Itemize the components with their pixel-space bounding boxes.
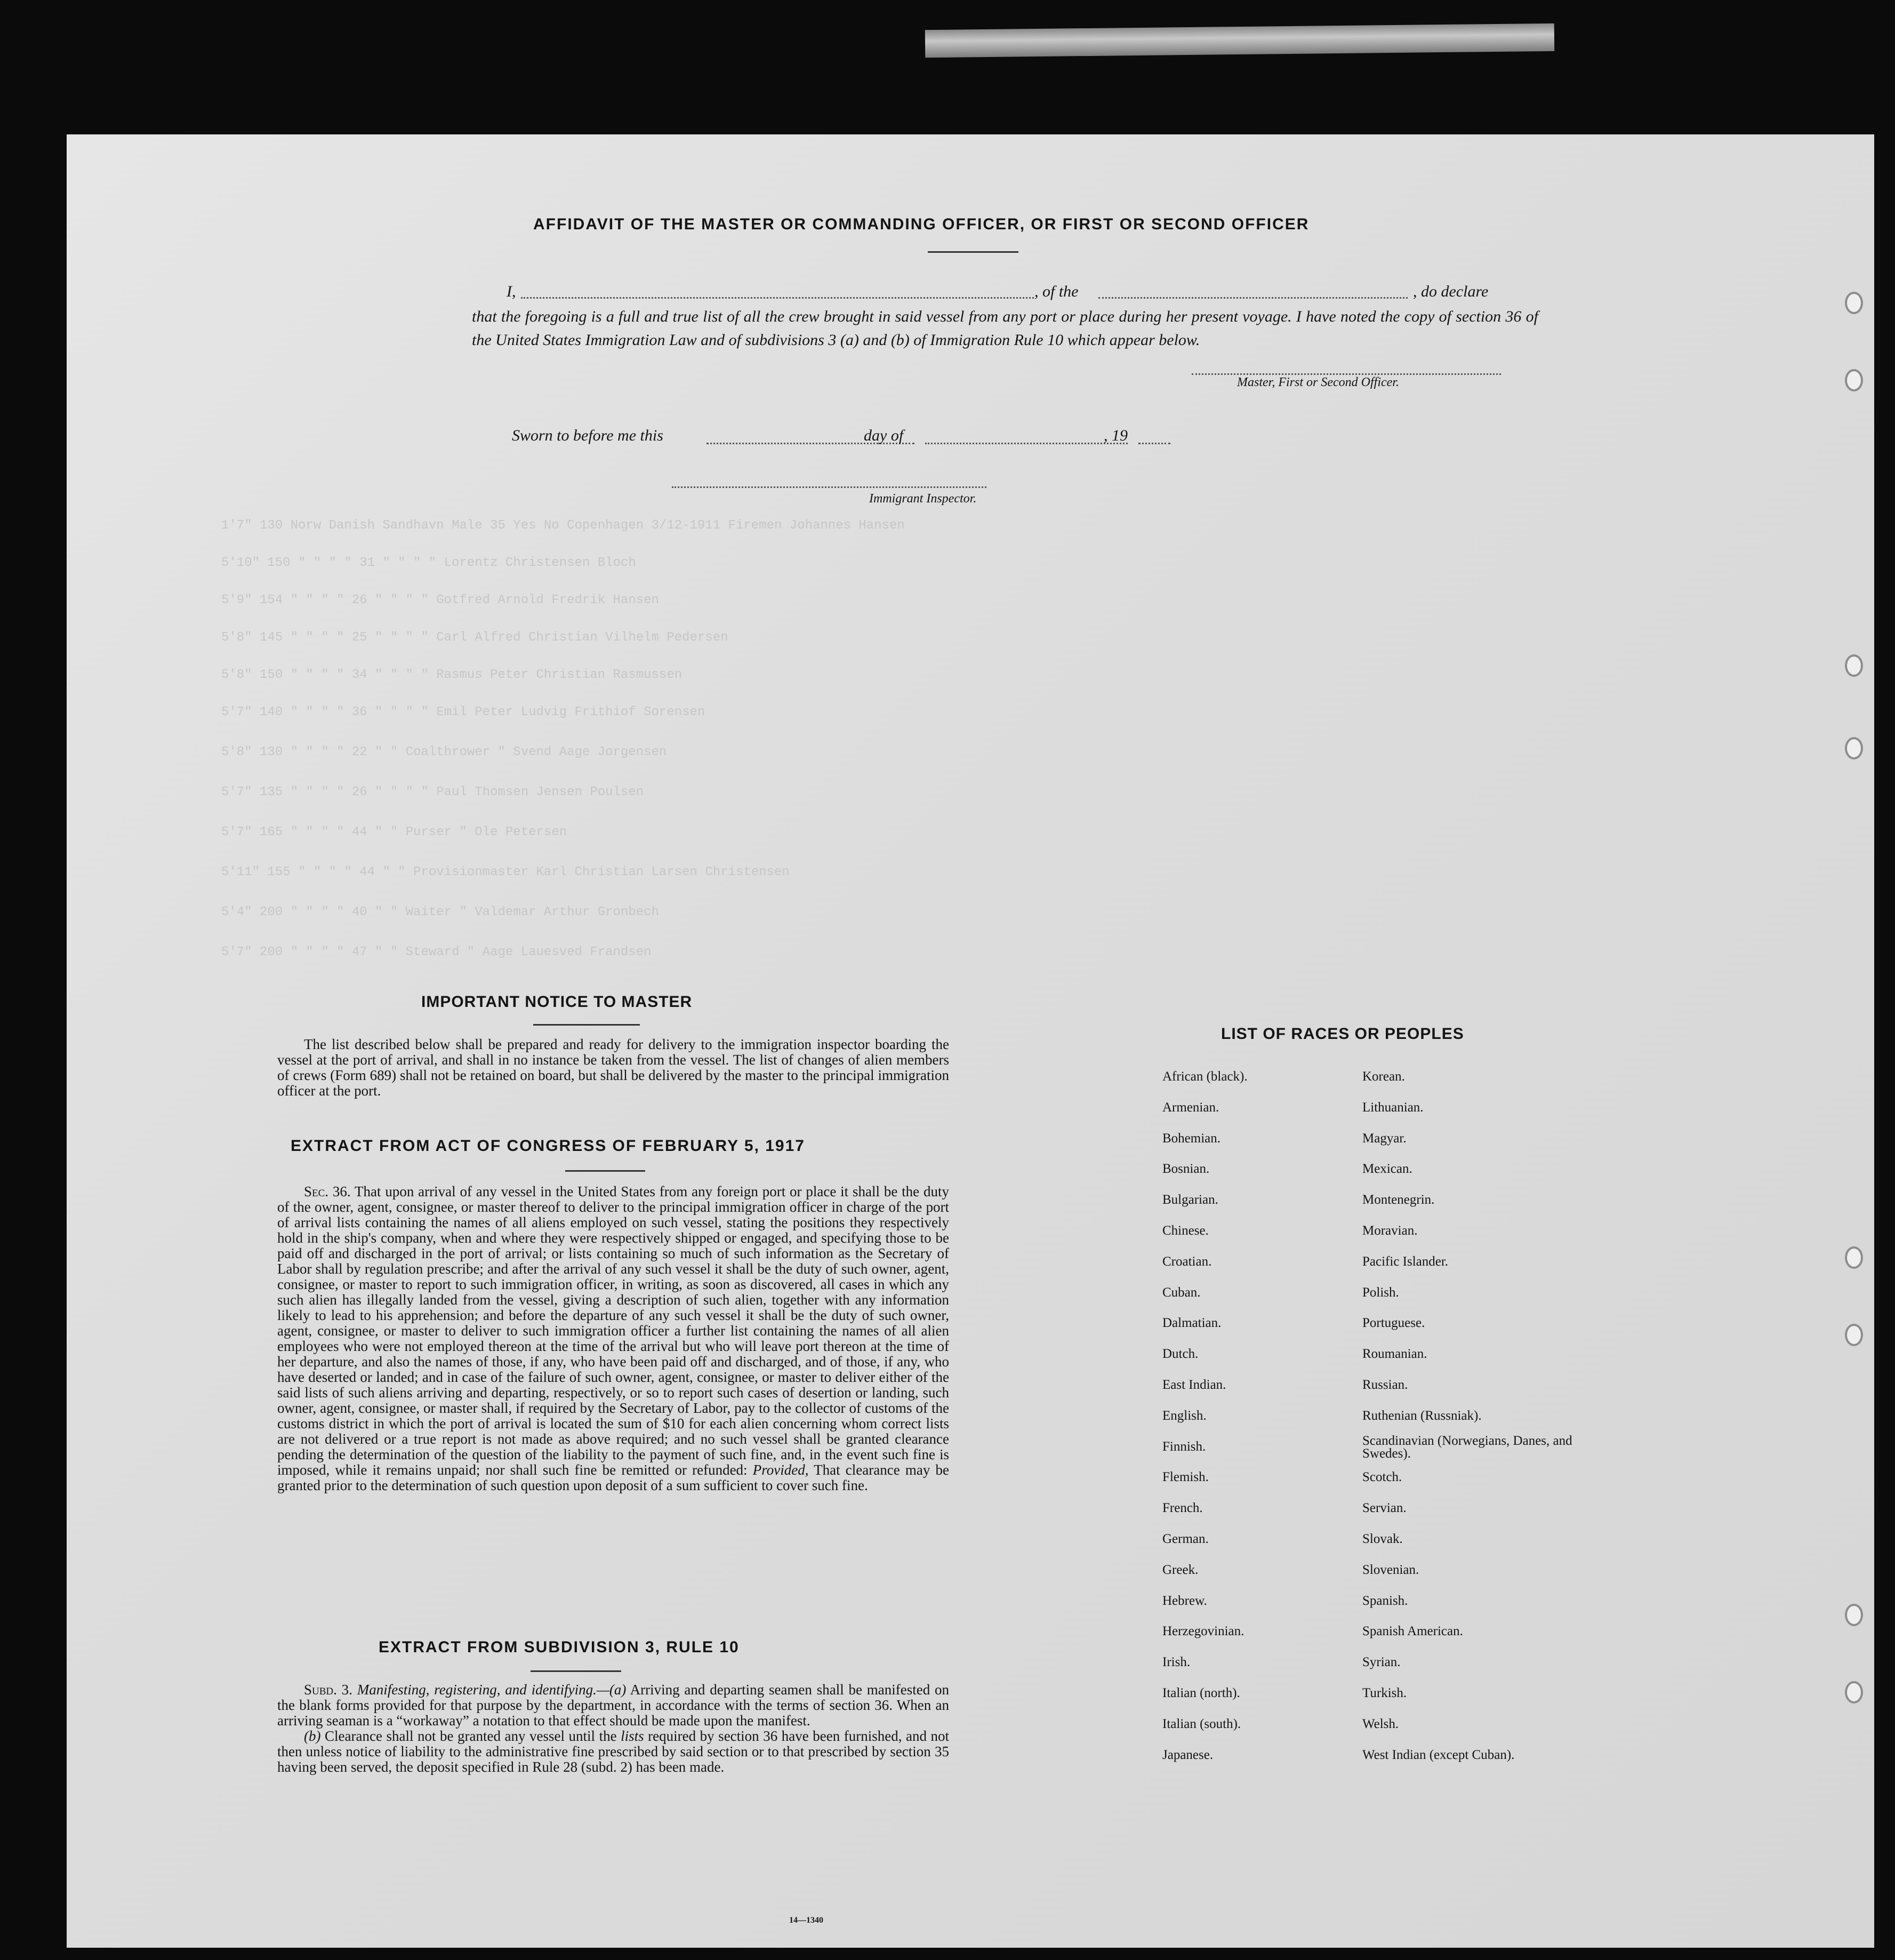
vessel-blank[interactable] bbox=[1098, 297, 1408, 299]
race-item: Bulgarian. bbox=[1162, 1193, 1218, 1207]
race-item: West Indian (except Cuban). bbox=[1362, 1747, 1515, 1762]
punch-hole bbox=[1845, 1681, 1863, 1703]
sworn-year: , 19 bbox=[1104, 427, 1128, 444]
race-item: Lithuanian. bbox=[1362, 1100, 1424, 1115]
provided-label: Provided, bbox=[752, 1462, 809, 1478]
race-item: Mexican. bbox=[1362, 1162, 1412, 1177]
race-item: Chinese. bbox=[1162, 1223, 1209, 1238]
race-item: Servian. bbox=[1362, 1501, 1407, 1516]
race-item: Greek. bbox=[1162, 1562, 1199, 1577]
race-item: Italian (north). bbox=[1162, 1685, 1240, 1700]
punch-hole bbox=[1845, 1604, 1863, 1626]
signature-caption: Master, First or Second Officer. bbox=[1237, 375, 1399, 389]
para-a-label: —(a) bbox=[596, 1682, 627, 1698]
para-b-pre: Clearance shall not be granted any vessel until the bbox=[325, 1728, 617, 1744]
race-item: Bosnian. bbox=[1162, 1162, 1210, 1177]
subd-label: Subd. 3. bbox=[304, 1682, 352, 1698]
race-item: English. bbox=[1162, 1408, 1207, 1423]
race-item: Polish. bbox=[1362, 1285, 1399, 1300]
notice-body: The list described below shall be prepared and ready for delivery to the immigration inspector boarding the vessel at the port of arrival, and shall in no instance be taken from the vessel. The list of changes of alien members of crews (Form 689) shall not be retained on board, but shall be delivered by the master to the principal immigration officer at the port. bbox=[277, 1036, 949, 1099]
race-item: Russian. bbox=[1362, 1377, 1408, 1392]
para-b-lists: lists bbox=[621, 1728, 644, 1744]
year-blank[interactable] bbox=[1138, 443, 1170, 444]
race-item: Bohemian. bbox=[1162, 1131, 1221, 1146]
race-item: Slovenian. bbox=[1362, 1562, 1419, 1577]
race-item: Herzegovinian. bbox=[1162, 1624, 1244, 1639]
race-item: Roumanian. bbox=[1362, 1347, 1427, 1362]
provided-text: That clearance may be granted prior to the determination of such question upon deposit of a sum sufficient to cover such fine. bbox=[277, 1462, 950, 1493]
affidavit-i: I, bbox=[507, 283, 516, 300]
punch-hole bbox=[1845, 369, 1863, 391]
inspector-blank[interactable] bbox=[672, 486, 986, 488]
race-item: Ruthenian (Russniak). bbox=[1362, 1408, 1482, 1423]
punch-hole bbox=[1845, 292, 1863, 314]
punch-hole bbox=[1845, 654, 1863, 677]
races-left-column bbox=[1162, 1061, 1354, 1770]
race-item: French. bbox=[1162, 1501, 1203, 1516]
race-item: Syrian. bbox=[1362, 1655, 1401, 1670]
race-item: Welsh. bbox=[1362, 1716, 1399, 1731]
affidavit-title: AFFIDAVIT OF THE MASTER OR COMMANDING OFFICER, OR FIRST OR SECOND OFFICER bbox=[533, 215, 1310, 233]
month-blank[interactable] bbox=[925, 443, 1128, 444]
notice-title: IMPORTANT NOTICE TO MASTER bbox=[421, 993, 693, 1011]
race-item: Italian (south). bbox=[1162, 1716, 1241, 1731]
act-underline bbox=[565, 1170, 645, 1172]
sworn-prefix: Sworn to before me this bbox=[512, 427, 663, 444]
para-b-label: (b) bbox=[304, 1728, 321, 1744]
para-a-text: Arriving and departing seamen shall be manifested on the blank forms provided for that purpose by the department, in accordance with the terms of section 36. When an arriving seaman is a “workaway” a notation to that effect should be made upon the manifest. bbox=[277, 1682, 950, 1729]
race-item: Spanish American. bbox=[1362, 1624, 1463, 1639]
race-item: Hebrew. bbox=[1162, 1593, 1207, 1608]
inspector-caption: Immigrant Inspector. bbox=[869, 492, 977, 506]
race-item: Korean. bbox=[1362, 1069, 1405, 1084]
form-code: 14—1340 bbox=[789, 1916, 823, 1925]
race-item: East Indian. bbox=[1162, 1377, 1226, 1392]
race-item: Cuban. bbox=[1162, 1285, 1201, 1300]
race-item: Croatian. bbox=[1162, 1254, 1212, 1269]
signature-blank[interactable] bbox=[1192, 373, 1501, 375]
races-right-column bbox=[1362, 1061, 1592, 1770]
race-item: Flemish. bbox=[1162, 1470, 1209, 1485]
name-blank[interactable] bbox=[521, 297, 1034, 299]
rule-underline bbox=[531, 1670, 621, 1672]
title-underline bbox=[928, 251, 1018, 253]
rule-title: EXTRACT FROM SUBDIVISION 3, RULE 10 bbox=[379, 1638, 740, 1656]
punch-hole bbox=[1845, 1324, 1863, 1346]
act-body bbox=[277, 1184, 949, 1493]
race-item: African (black). bbox=[1162, 1069, 1248, 1084]
race-item: Scotch. bbox=[1362, 1470, 1402, 1485]
rule-body bbox=[277, 1682, 949, 1775]
race-item: Armenian. bbox=[1162, 1100, 1219, 1115]
race-item: Japanese. bbox=[1162, 1747, 1214, 1762]
race-item: Portuguese. bbox=[1362, 1316, 1425, 1331]
race-item: Scandinavian (Norwegians, Danes, and Swedes). bbox=[1362, 1433, 1572, 1461]
race-item: Moravian. bbox=[1362, 1223, 1418, 1238]
affidavit-of-the: , of the bbox=[1034, 283, 1079, 300]
sworn-day-of: day of bbox=[864, 427, 904, 444]
act-title: EXTRACT FROM ACT OF CONGRESS OF FEBRUARY 5, 1917 bbox=[291, 1137, 805, 1155]
race-item: Magyar. bbox=[1362, 1131, 1407, 1146]
affidavit-body: that the foregoing is a full and true list of all the crew brought in said vessel from any port or place during her present voyage. I have noted the copy of section 36 of the United States Immigration Law and of subdivisions 3 (a) and (b) of Immigration Rule 10 which appear below. bbox=[472, 308, 1538, 349]
race-item: Irish. bbox=[1162, 1655, 1191, 1670]
punch-hole bbox=[1845, 1246, 1863, 1269]
race-item: Dalmatian. bbox=[1162, 1316, 1222, 1331]
punch-hole bbox=[1845, 737, 1863, 759]
film-strip-artifact bbox=[925, 23, 1554, 58]
race-item: Pacific Islander. bbox=[1362, 1254, 1449, 1269]
document-page: 1'7" 130 Norw Danish Sandhavn Male 35 Yes No Copenhagen 3/12-1911 Firemen Johannes Hansen 5'10" 150 " " " " 31 " " " " Lorentz Christensen Bloch 5'9" 154 " " " " 26 " " " " Gotfred Arnold Fredrik Hansen 5'8" 145 " " " " 25 " " " " Carl Alfred Christian Vilhelm Pedersen 5'8" 150 " " " " 34 " " " " Rasmus Peter Christian Rasmussen 5'7" 140 " " " " 36 " " " " Emil Peter Ludvig Frithiof Sorensen 5'8" 130 " " " " 22 " " Coalthrower " Svend Aage Jorgensen 5'7" 135 " " " " 26 " " " " Paul Thomsen Jensen Poulsen 5'7" 165 " " " " 44 " " Purser " Ole Petersen 5'11" 155 " " " " 44 " " Provisionmaster Karl Christian Larsen Christensen 5'4" 200 " " " " 40 " " Waiter " Valdemar Arthur Gronbech 5'7" 200 " " " " 47 " " Steward " Aage Lauesved Frandsen AFFIDAVIT OF THE MASTER OR COMMANDING OFFICER, OR FIRST OR SECOND OFFICER I, , of the , do declare that the foregoing is a full and true list of all the crew brought in said vessel from any port or place during her present voyage. I have noted the copy of section 36 of the United States Immigration Law and of subdivisions 3 (a) and (b) of Immigration Rule 10 which appear below. Master, First or Second Officer. Sworn to before me this day of , 19 Immigrant Inspector. IMPORTANT NOTICE TO MASTER The list described below shall be prepared and ready for delivery to the immigration inspector boarding the vessel at the port of arrival, and shall in no instance be taken from the vessel. The list of changes of alien members of crews (Form 689) shall not be retained on board, but shall be delivered by the master to the principal immigration officer at the port. EXTRACT FROM ACT OF CONGRESS OF FEBRUARY 5, 1917 Sec. 36. That upon arrival of any vessel in the United States from any foreign port or place it shall be the duty of the owner, agent, consignee, or master thereof to deliver to the principal immigration officer in charge of the port of arrival lists containing the names of all aliens employed on such vessel, stating the positions they respectively hold in the ship's company, when and where they were respectively shipped or engaged, and specifying those to be paid off and discharged in the port of arrival; or lists containing so much of such information as the Secretary of Labor shall by regulation prescribe; and after the arrival of any such vessel it shall be the duty of such owner, agent, consignee, or master to report to such immigration officer, in writing, as soon as discovered, all cases in which any such alien has illegally landed from the vessel, giving a description of such alien, together with any information likely to lead to his apprehension; and before the departure of any such vessel it shall be the duty of such owner, agent, consignee, or master to deliver to such immigration officer a further list containing the names of all alien employees who were not employed thereon at the time of the arrival but who will leave port thereon at the time of her departure, and also the names of those, if any, who have been paid off and discharged, and of those, if any, who have deserted or landed; and in case of the failure of such owner, agent, consignee, or master to deliver either of the said lists of such aliens arriving and departing, respectively, or so to report such cases of desertion or landing, such owner, agent, consignee, or master shall, if required by the Secretary of Labor, pay to the collector of customs of the customs district in which the port of arrival is located the sum of $10 for each alien concerning whom correct lists are not delivered or a true report is not made as above required; and no such vessel shall be granted clearance pending the determination of the question of the liability to the payment of such fine, and, in the event such fine is imposed, while it remains unpaid; nor shall such fine be remitted or refunded: Provided, That clearance may be granted prior to the determination of such question upon deposit of a sum sufficient to cover such fine. EXTRACT FROM SUBDIVISION 3, RULE 10 Subd. 3. Manifesting, registering, and identifying.—(a) Arriving and departing seamen shall be manifested on the blank forms provided for that purpose by the department, in accordance with the terms of section 36. When an arriving seaman is a “workaway” a notation to that effect should be made upon the manifest. (b) Clearance shall not be granted any vessel until the lists required by section 36 have been furnished, and not then unless notice of liability to the administrative fine prescribed by said section or to that prescribed by section 35 having been served, the deposit specified in Rule 28 (subd. 2) has been made. LIST OF RACES OR PEOPLES African (black). Armenian. Bohemian. Bosnian. Bulgarian. Chinese. Croatian. Cuban. Dalmatian. Dutch. East Indian. English. Finnish. Flemish. French. German. Greek. Hebrew. Herzegovinian. Irish. Italian (north). Italian (south). Japanese. Korean. Lithuanian. Magyar. Mexican. Montenegrin. Moravian. Pacific Islander. Polish. Portuguese. Roumanian. Russian. Ruthenian (Russniak). Scandinavian (Norwegians, Danes, and Swedes). Scotch. Servian. Slovak. Slovenian. Spanish. Spanish American. Syrian. Turkish. Welsh. West Indian (except Cuban). 14—1340 bbox=[67, 134, 1874, 1948]
sec-label: Sec. 36. bbox=[304, 1183, 351, 1199]
race-item: German. bbox=[1162, 1531, 1209, 1546]
race-item: Slovak. bbox=[1362, 1531, 1403, 1546]
subd-heading: Manifesting, registering, and identifying. bbox=[357, 1682, 597, 1698]
race-item: Spanish. bbox=[1362, 1593, 1408, 1608]
affidavit-declare: , do declare bbox=[1413, 283, 1489, 300]
sec-text: That upon arrival of any vessel in the United States from any foreign port or place it shall be the duty of the owner, agent, consignee, or master thereof to deliver to the principal immigration officer in charge of the port of arrival lists containing the names of all aliens employed on such vessel, stating the positions they respectively hold in the ship's company, when and where they were respectively shipped or engaged, and specifying those to be paid off and discharged in the port of arrival; or lists containing so much of such information as the Secretary of Labor shall by regulation prescribe; and after the arrival of any such vessel it shall be the duty of such owner, agent, consignee, or master to report to such immigration officer, in writing, as soon as discovered, all cases in which any such alien has illegally landed from the vessel, giving a description of such alien, together with any information likely to lead to his apprehension; and before the departure of any such vessel it shall be the duty of such owner, agent, consignee, or master to deliver to such immigration officer a further list containing the names of all alien employees who were not employed thereon at the time of the arrival but who will leave port thereon at the time of her departure, and also the names of those, if any, who have been paid off and discharged, and of those, if any, who have deserted or landed; and in case of the failure of such owner, agent, consignee, or master to deliver either of the said lists of such aliens arriving and departing, respectively, or so to report such cases of desertion or landing, such owner, agent, consignee, or master shall, if required by the Secretary of Labor, pay to the collector of customs of the customs district in which the port of arrival is located the sum of $10 for each alien concerning whom correct lists are not delivered or a true report is not made as above required; and no such vessel shall be granted clearance pending the determination of the question of the liability to the payment of such fine, and, in the event such fine is imposed, while it remains unpaid; nor shall such fine be remitted or refunded: bbox=[277, 1183, 950, 1478]
race-item: Finnish. bbox=[1162, 1439, 1206, 1454]
race-item: Turkish. bbox=[1362, 1685, 1407, 1700]
notice-underline bbox=[533, 1024, 640, 1026]
race-item: Dutch. bbox=[1162, 1347, 1199, 1362]
races-title: LIST OF RACES OR PEOPLES bbox=[1221, 1025, 1464, 1043]
para-b-post: required by section 36 have been furnished, and not then unless notice of liability to the administrative fine prescribed by said section or to that prescribed by section 35 having been served, the deposit specified in Rule 28 (subd. 2) has been made. bbox=[277, 1728, 949, 1775]
race-item: Montenegrin. bbox=[1362, 1193, 1435, 1207]
